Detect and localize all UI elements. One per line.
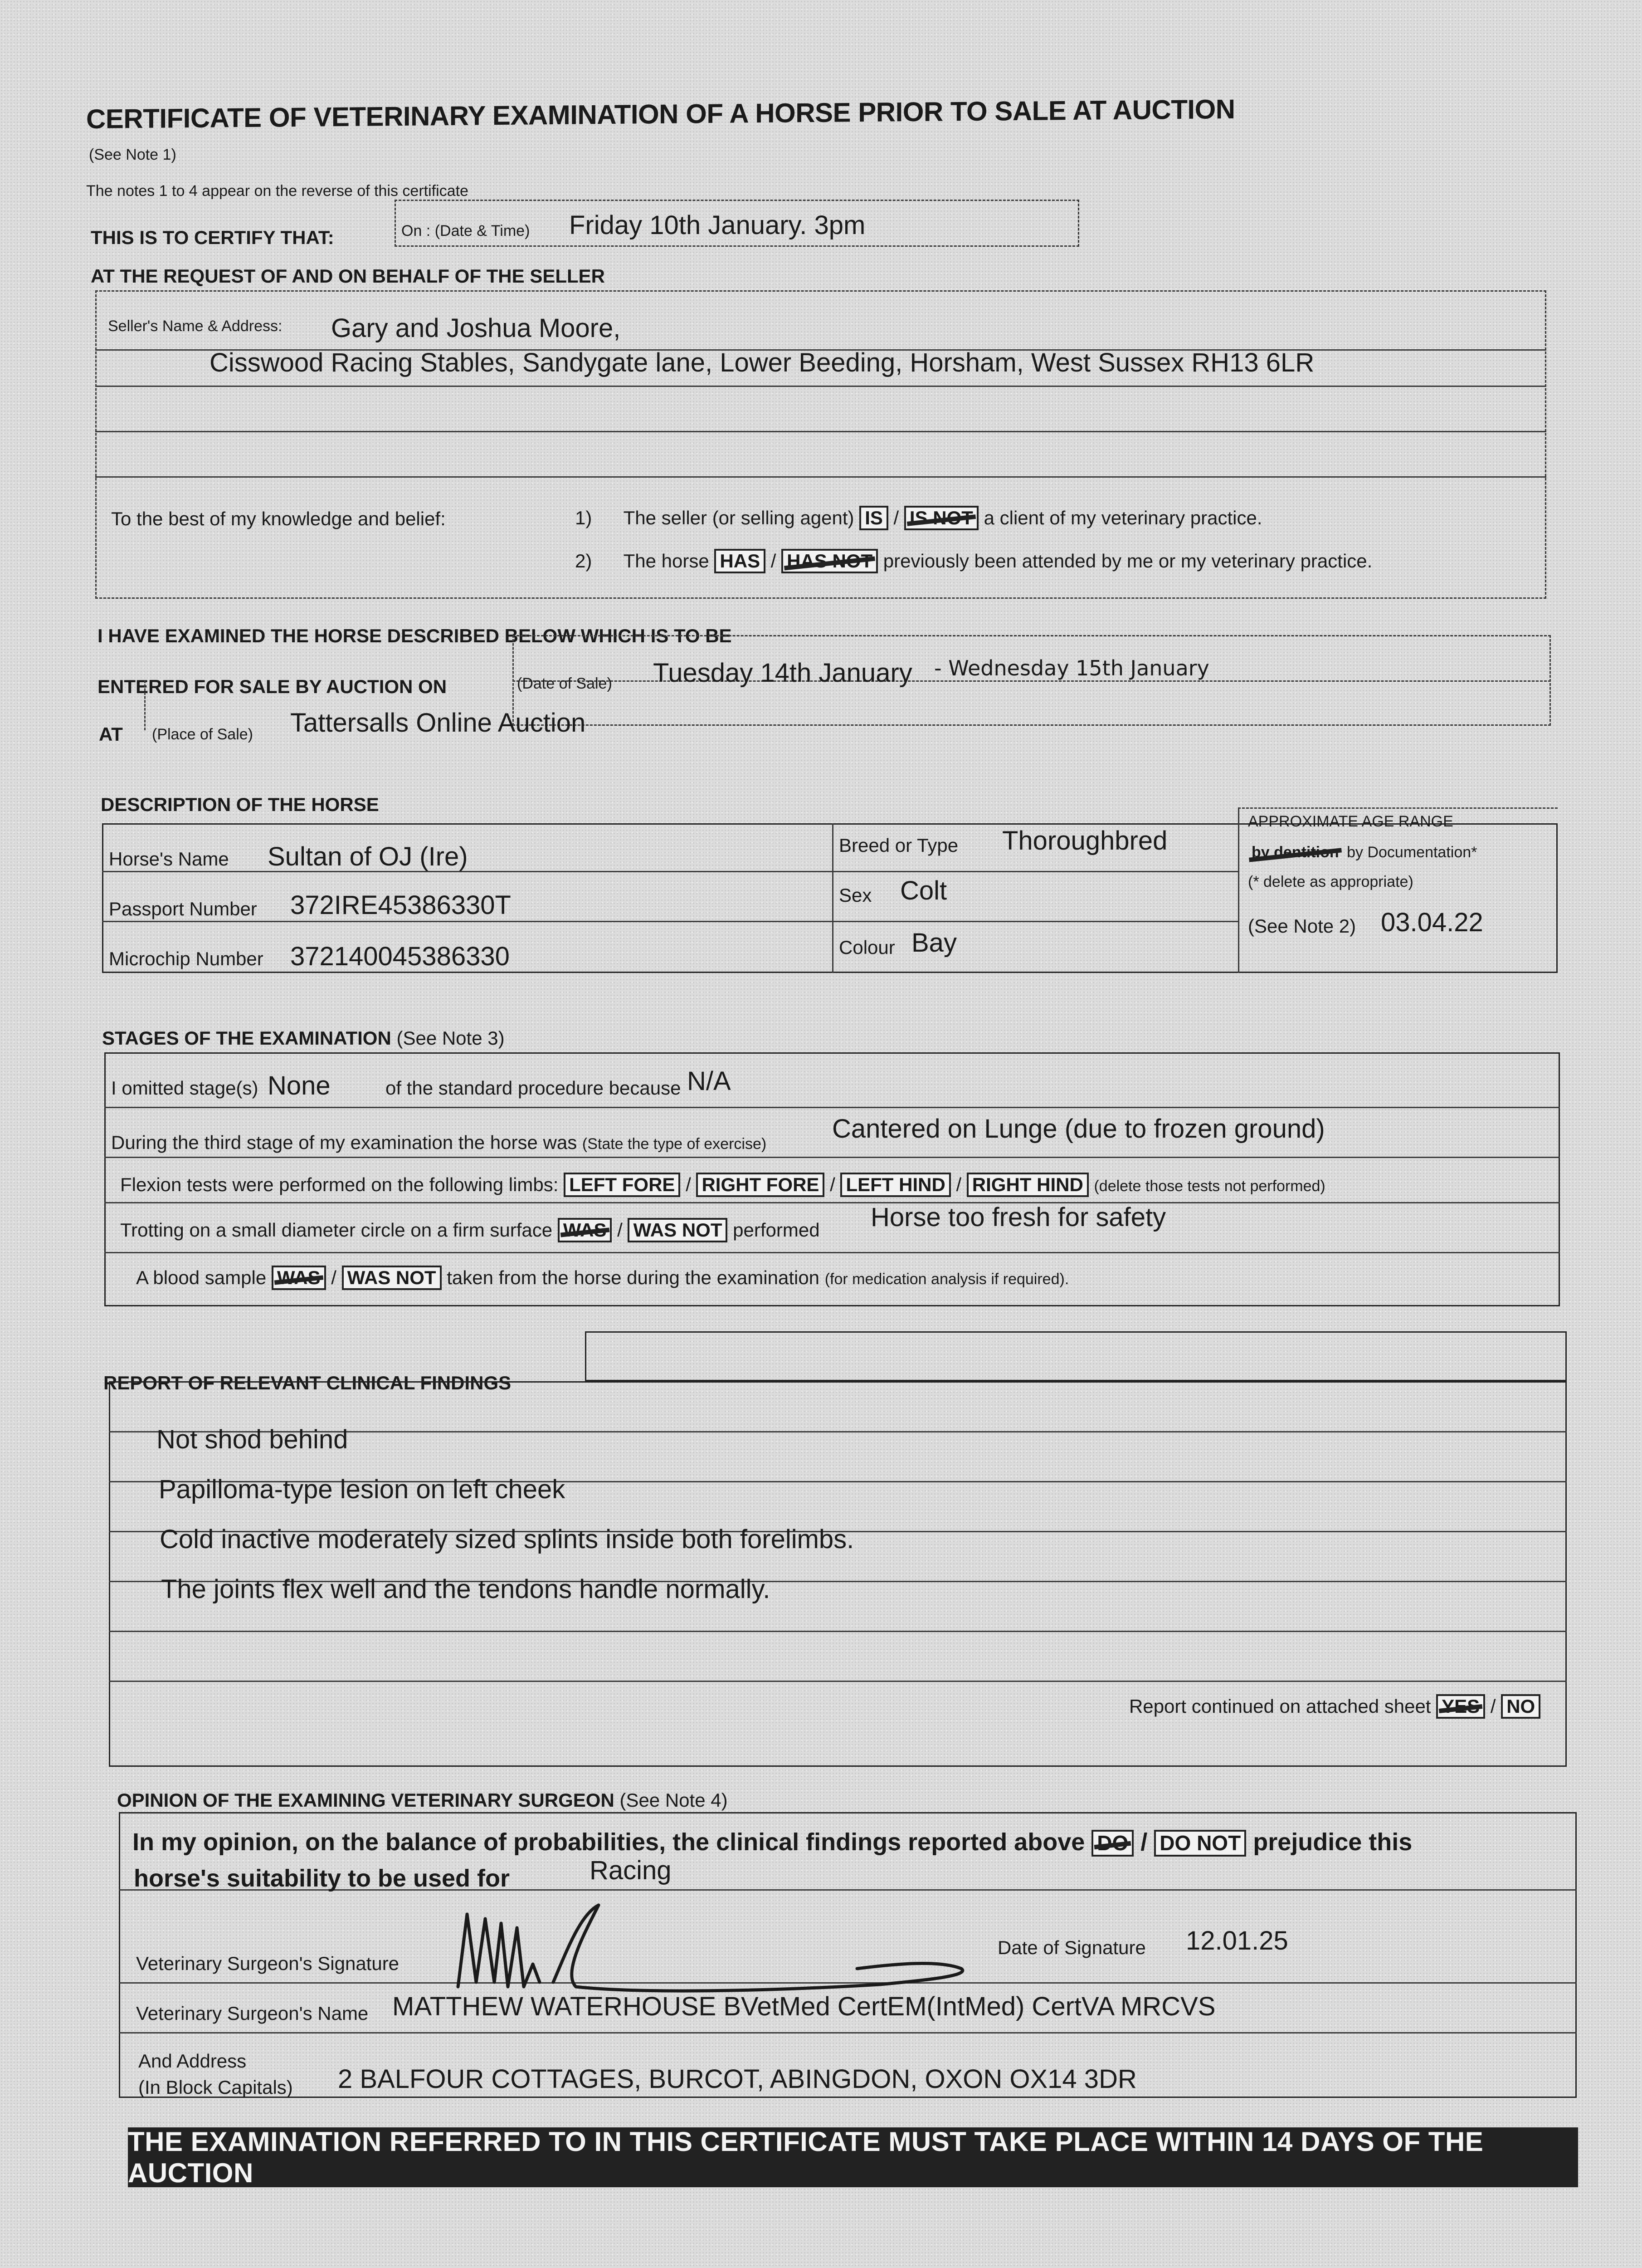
seller-line-4	[95, 476, 1546, 478]
stages-because-value: N/A	[687, 1066, 731, 1096]
seller-address-value: Cisswood Racing Stables, Sandygate lane, Lower Beeding, Horsham, West Sussex RH13 6LR	[210, 348, 1315, 377]
stages-flexion-line: Flexion tests were performed on the following limbs: LEFT FORE / RIGHT FORE / LEFT HIND / RIGHT HIND (delete those tests not performed)	[120, 1173, 1325, 1197]
opinion-section-note: (See Note 4)	[619, 1789, 728, 1811]
flexion-right-fore: RIGHT FORE	[696, 1173, 824, 1197]
horse-colour-label: Colour	[839, 937, 895, 958]
opinion-name-value: MATTHEW WATERHOUSE BVetMed CertEM(IntMed) CertVA MRCVS	[392, 1992, 1216, 2021]
horse-colour-value: Bay	[911, 928, 957, 958]
see-note-1: (See Note 1)	[89, 146, 176, 163]
flexion-left-hind: LEFT HIND	[840, 1173, 950, 1197]
findings-header-box	[585, 1331, 1567, 1381]
horse-row-line-2	[102, 921, 1238, 922]
certify-on-label: On : (Date & Time)	[401, 222, 530, 240]
findings-line-4-text: The joints flex well and the tendons handle normally.	[161, 1574, 770, 1604]
horse-name-value: Sultan of OJ (Ire)	[268, 842, 468, 871]
seller-name-value: Gary and Joshua Moore,	[331, 313, 621, 343]
stages-trot-label: Trotting on a small diameter circle on a firm surface	[120, 1219, 553, 1241]
auction-heading-line2: ENTERED FOR SALE BY AUCTION ON	[97, 676, 447, 697]
stages-flexion-label: Flexion tests were performed on the following limbs:	[120, 1174, 559, 1195]
horse-col-line-2	[1238, 807, 1239, 973]
footer-banner: THE EXAMINATION REFERRED TO IN THIS CERTIFICATE MUST TAKE PLACE WITHIN 14 DAYS OF THE AUCTION	[128, 2127, 1578, 2187]
horse-age-by: by Documentation*	[1347, 844, 1477, 861]
stages-blood-line: A blood sample WAS / WAS NOT taken from the horse during the examination (for medication analysis if required).	[136, 1266, 1069, 1290]
findings-continued-yes: YES	[1436, 1694, 1485, 1719]
horse-sex-label: Sex	[839, 885, 872, 906]
auction-place-label: (Place of Sale)	[152, 726, 253, 743]
seller-item2-has: HAS	[714, 549, 765, 573]
certify-label: THIS IS TO CERTIFY THAT:	[91, 227, 334, 248]
seller-item2-num: 2)	[575, 550, 592, 572]
horse-section-title: DESCRIPTION OF THE HORSE	[101, 794, 379, 815]
findings-section-title: REPORT OF RELEVANT CLINICAL FINDINGS	[103, 1372, 512, 1393]
opinion-line-3	[119, 2032, 1577, 2033]
auction-date-typed: - Wednesday 15th January	[934, 656, 1209, 680]
findings-line-1-text: Not shod behind	[156, 1425, 348, 1454]
opinion-line2-text: horse's suitability to be used for	[134, 1865, 510, 1892]
stages-because-label: of the standard procedure because	[385, 1077, 681, 1099]
signature-image	[449, 1896, 993, 2000]
opinion-address-label-1: And Address	[138, 2050, 247, 2072]
opinion-text-post: prejudice this	[1253, 1828, 1413, 1856]
seller-item2-pre: The horse	[623, 550, 709, 572]
stages-blood-wasnot: WAS NOT	[342, 1266, 442, 1290]
horse-age-by-line	[1248, 844, 1477, 861]
findings-continued-label: Report continued on attached sheet	[1129, 1696, 1431, 1717]
opinion-date-label: Date of Signature	[998, 1937, 1146, 1958]
stages-third-line	[111, 1132, 766, 1154]
horse-breed-label: Breed or Type	[839, 835, 959, 856]
opinion-address-value: 2 BALFOUR COTTAGES, BURCOT, ABINGDON, OXON OX14 3DR	[338, 2064, 1137, 2094]
auction-at-label: AT	[99, 723, 123, 745]
opinion-title-line	[117, 1789, 728, 1811]
seller-item1: 1) The seller (or selling agent) IS / IS NOT a client of my veterinary practice.	[575, 506, 1262, 530]
stages-third-label: During the third stage of my examination the horse was	[111, 1132, 577, 1153]
opinion-date-value: 12.01.25	[1186, 1926, 1288, 1955]
certificate-title: CERTIFICATE OF VETERINARY EXAMINATION OF A HORSE PRIOR TO SALE AT AUCTION	[86, 93, 1235, 134]
stages-blood-note: (for medication analysis if required).	[824, 1271, 1069, 1288]
stages-line-4	[104, 1252, 1560, 1253]
seller-item1-pre: The seller (or selling agent)	[623, 507, 854, 528]
auction-date-label: (Date of Sale)	[517, 675, 612, 692]
opinion-use-value: Racing	[590, 1856, 672, 1885]
stages-third-sub: (State the type of exercise)	[582, 1135, 767, 1153]
flexion-right-hind: RIGHT HIND	[967, 1173, 1089, 1197]
horse-passport-label: Passport Number	[109, 898, 257, 919]
findings-continued-no: NO	[1501, 1694, 1540, 1719]
stages-line-1	[104, 1107, 1560, 1108]
horse-name-label: Horse's Name	[109, 848, 229, 870]
auction-heading-line1: I HAVE EXAMINED THE HORSE DESCRIBED BELOW WHICH IS TO BE	[97, 625, 732, 646]
stages-blood-post: taken from the horse during the examination	[447, 1267, 820, 1288]
findings-line-6	[109, 1681, 1567, 1682]
flexion-left-fore: LEFT FORE	[564, 1173, 680, 1197]
auction-date-value: Tuesday 14th January	[653, 658, 912, 688]
stages-trot-was: WAS	[558, 1218, 612, 1242]
horse-age-note: (See Note 2)	[1248, 915, 1356, 937]
stages-trot-wasnot: WAS NOT	[628, 1218, 727, 1242]
seller-line-2	[95, 386, 1546, 387]
horse-microchip-value: 372140045386330	[290, 942, 510, 971]
horse-passport-value: 372IRE45386330T	[290, 890, 511, 920]
opinion-name-label: Veterinary Surgeon's Name	[136, 2003, 369, 2024]
findings-continued-line: Report continued on attached sheet YES / NO	[1129, 1694, 1540, 1719]
stages-flexion-note: (delete those tests not performed)	[1094, 1178, 1325, 1195]
stages-third-value: Cantered on Lunge (due to frozen ground)	[832, 1114, 1325, 1144]
horse-col-line-1	[832, 823, 833, 973]
seller-item1-is: IS	[859, 506, 888, 530]
seller-item1-num: 1)	[575, 507, 592, 528]
certify-on-value: Friday 10th January. 3pm	[569, 210, 866, 240]
seller-knowledge-label: To the best of my knowledge and belief:	[111, 508, 446, 529]
opinion-address-label-2: (In Block Capitals)	[138, 2077, 293, 2098]
stages-trot-post: performed	[733, 1219, 820, 1241]
seller-item2-post: previously been attended by me or my veterinary practice.	[883, 550, 1373, 572]
stages-omitted-label: I omitted stage(s)	[111, 1077, 258, 1099]
stages-trot-value: Horse too fresh for safety	[871, 1202, 1166, 1232]
opinion-section-title: OPINION OF THE EXAMINING VETERINARY SURGEON	[117, 1789, 614, 1811]
stages-line-3	[104, 1202, 1560, 1203]
findings-line-5	[109, 1631, 1567, 1632]
findings-line-2-text: Papilloma-type lesion on left cheek	[159, 1475, 565, 1504]
stages-section-title: STAGES OF THE EXAMINATION	[102, 1027, 391, 1049]
notes-text: The notes 1 to 4 appear on the reverse of this certificate	[86, 182, 468, 200]
stages-omitted-value: None	[268, 1071, 331, 1100]
findings-line-3-text: Cold inactive moderately sized splints inside both forelimbs.	[160, 1525, 854, 1554]
seller-item2: 2) The horse HAS / HAS NOT previously been attended by me or my veterinary practice.	[575, 549, 1372, 573]
horse-microchip-label: Microchip Number	[109, 948, 263, 969]
seller-line-3	[95, 431, 1546, 432]
stages-title-line	[102, 1027, 505, 1049]
opinion-text-pre: In my opinion, on the balance of probabilities, the clinical findings reported above	[132, 1828, 1085, 1856]
horse-sex-value: Colt	[900, 876, 947, 905]
opinion-sig-label: Veterinary Surgeon's Signature	[136, 1953, 400, 1974]
stages-blood-label: A blood sample	[136, 1267, 267, 1288]
horse-breed-value: Thoroughbred	[1002, 826, 1168, 855]
horse-age-title: APPROXIMATE AGE RANGE	[1248, 813, 1453, 830]
opinion-opt-donot: DO NOT	[1154, 1830, 1246, 1857]
stages-line-2	[104, 1157, 1560, 1158]
seller-name-label: Seller's Name & Address:	[108, 318, 283, 335]
opinion-opt-do: DO	[1091, 1830, 1134, 1857]
stages-section-note: (See Note 3)	[396, 1027, 505, 1049]
seller-item2-hasnot: HAS NOT	[781, 549, 878, 573]
horse-age-value: 03.04.22	[1381, 908, 1483, 937]
seller-section-title: AT THE REQUEST OF AND ON BEHALF OF THE SELLER	[91, 265, 605, 287]
seller-item1-post: a client of my veterinary practice.	[984, 507, 1262, 528]
horse-age-delete: (* delete as appropriate)	[1248, 873, 1413, 890]
horse-age-top	[1238, 807, 1558, 809]
seller-item1-isnot: IS NOT	[904, 506, 979, 530]
auction-place-value: Tattersalls Online Auction	[290, 708, 586, 738]
opinion-line-1-text: In my opinion, on the balance of probabilities, the clinical findings reported above DO / DO NOT prejudice this	[132, 1828, 1413, 1856]
stages-blood-was: WAS	[272, 1266, 326, 1290]
stages-trot-line: Trotting on a small diameter circle on a firm surface WAS / WAS NOT performed	[120, 1218, 820, 1242]
horse-age-struck: by dentition	[1248, 844, 1343, 861]
